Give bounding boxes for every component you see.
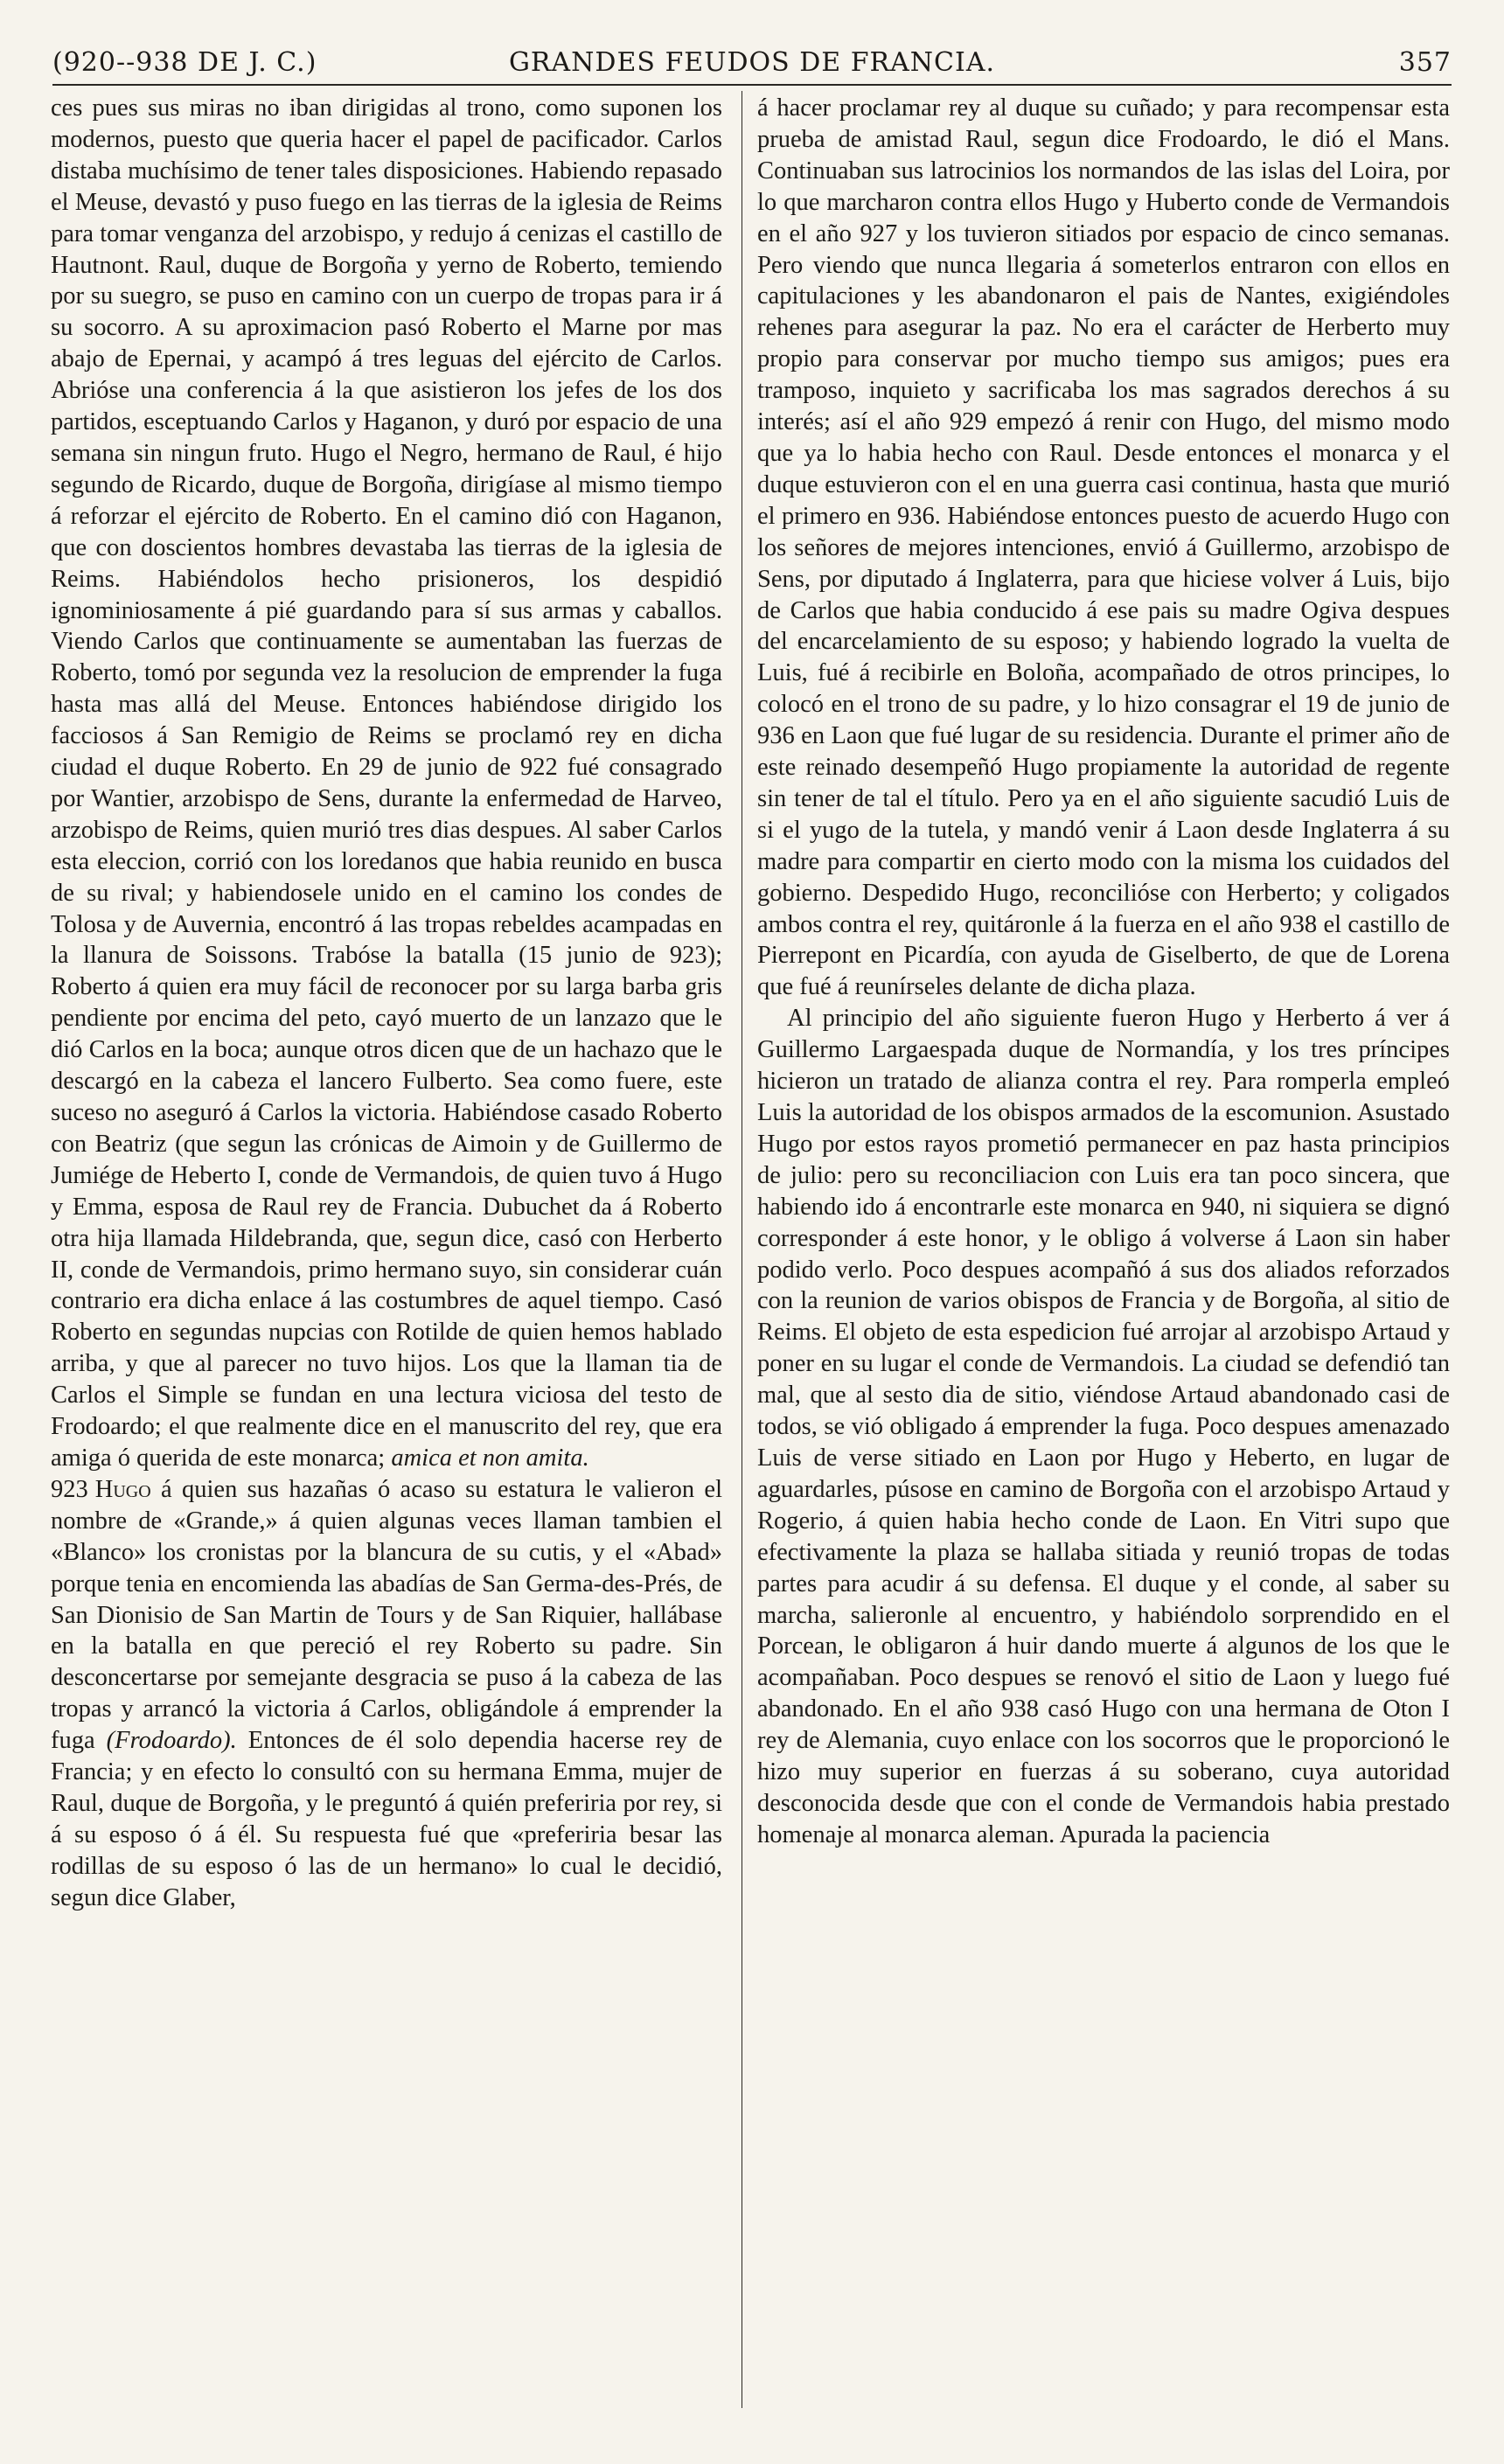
- left-paragraph-2-text-cont: Entonces de él solo dependia hacerse rey de Francia; y en efecto lo consultó con su hermana Emma, mujer de Raul, duque de Borgoña, y le preguntó á quién preferiria por rey, si á su esposo ó á él. Su respuesta fué que «preferiria besar las rodillas de su esposo ó las de un hermano» lo cual le decidió, segun dice Glaber,: [51, 1727, 722, 1911]
- right-column: [757, 93, 1450, 1851]
- right-paragraph-2: Al principio del año siguiente fueron Hugo y Herberto á ver á Guillermo Largaespada duque de Normandía, y los tres príncipes hicieron un tratado de alianza contra el rey. Para romperla empleó Luis la autoridad de los obispos armados de la escomunion. Asustado Hugo por estos rayos prometió permanecer en paz hasta principios de julio: pero su reconciliacion con Luis era tan poco sincera, que habiendo ido á encontrarle este monarca en 940, ni siquiera se dignó corresponder á este honor, y le obligo á volverse á Laon sin haber podido verlo. Poco despues acompañó á sus dos aliados reforzados con la reunion de varios obispos de Francia y de Borgoña, al sitio de Reims. El objeto de esta espedicion fué arrojar al arzobispo Artaud y poner en su lugar el conde de Vermandois. La ciudad se defendió tan mal, que al sesto dia de sitio, viéndose Artaud abandonado casi de todos, se vió obligado á emprender la fuga. Poco despues amenazado Luis de verse sitiado en Laon por Hugo y Heberto, en lugar de aguardarles, púsose en camino de Borgoña con el arzobispo Artaud y Rogerio, á quien habia hecho conde de Laon. En Vitri supo que efectivamente la plaza se hallaba sitiada y reunió tropas de todas partes para acudir á su defensa. El duque y el conde, al saber su marcha, salieronle al encuentro, y habiéndolo sorprendido en el Porcean, le obligaron á huir dando muerte á algunos de los que le acompañaban. Poco despues se renovó el sitio de Laon y luego fué abandonado. En el año 938 casó Hugo con una hermana de Oton I rey de Alemania, cuyo enlace con los socorros que le proporcionó le hizo muy superior en fuerzas á su soberano, cuya autoridad desconocida desde que con el conde de Vermandois habia prestado homenaje al monarca aleman. Apurada la paciencia: [757, 1005, 1450, 1848]
- citation: (Frodoardo).: [106, 1727, 237, 1755]
- latin-quote: amica et non amita.: [391, 1444, 589, 1472]
- header-date-range: (920--938 DE J. C.): [52, 47, 317, 78]
- left-paragraph-2-text: á quien sus hazañas ó acaso su estatura le valieron el nombre de «Grande,» á quien algunas veces llaman tambien el «Blanco» los cronistas por la blancura de su cutis, y el «Abad» porque tenia en encomienda las abadías de San Germa-des-Prés, de San Dionisio de San Martin de Tours y de San Riquier, hallábase en la batalla en que pereció el rey Roberto su padre. Sin desconcertarse por semejante desgracia se puso á la cabeza de las tropas y arrancó la victoria á Carlos, obligándole á emprender la fuga: [51, 1475, 722, 1755]
- left-paragraph-1-text: ces pues sus miras no iban dirigidas al trono, como suponen los modernos, puesto que queria hacer el papel de pacificador. Carlos distaba muchísimo de tener tales disposiciones. Habiendo repasado el Meuse, devastó y puso fuego en las tierras de la iglesia de Reims para tomar venganza del arzobispo, y redujo á cenizas el castillo de Hautnont. Raul, duque de Borgoña y yerno de Roberto, temiendo por su suegro, se puso en camino con un cuerpo de tropas para ir á su socorro. A su aproximacion pasó Roberto el Marne por mas abajo de Epernai, y acampó á tres leguas del ejército de Carlos. Abrióse una conferencia á la que asistieron los jefes de los dos partidos, esceptuando Carlos y Haganon, y duró por espacio de una semana sin ningun fruto. Hugo el Negro, hermano de Raul, é hijo segundo de Ricardo, duque de Borgoña, dirigíase al mismo tiempo á reforzar el ejército de Roberto. En el camino dió con Haganon, que con doscientos hombres devastaba las tierras de la iglesia de Reims. Habiéndolos hecho prisioneros, los despidió ignominiosamente á pié guardando para sí sus armas y caballos. Viendo Carlos que continuamente se aumentaban las fuerzas de Roberto, tomó por segunda vez la resolucion de emprender la fuga hasta mas allá del Meuse. Entonces habiéndose dirigido los facciosos á San Remigio de Reims se proclamó rey en dicha ciudad el duque Roberto. En 29 de junio de 922 fué consagrado por Wantier, arzobispo de Sens, durante la enfermedad de Harveo, arzobispo de Reims, quien murió tres dias despues. Al saber Carlos esta eleccion, corrió con los loredanos que habia reunido en busca de su rival; y habiendosele unido en el camino los condes de Tolosa y de Auvernia, encontró á las tropas rebeldes acampadas en la llanura de Soissons. Trabóse la batalla (15 junio de 923); Roberto á quien era muy fácil de reconocer por su larga barba gris pendiente por encima del peto, cayó muerto de un lanzazo que le dió Carlos en la boca; aunque otros dicen que de un hachazo que le descargó en la cabeza el lancero Fulberto. Sea como fuere, este suceso no aseguró á Carlos la victoria. Habiéndose casado Roberto con Beatriz (que segun las crónicas de Aimoin y de Guillermo de Jumiége de Heberto I, conde de Vermandois, de quien tuvo á Hugo y Emma, esposa de Raul rey de Francia. Dubuchet da á Roberto otra hija llamada Hildebranda, que, segun dice, casó con Herberto II, conde de Vermandois, primo hermano suyo, sin considerar cuán contrario era dicha enlace á las costumbres de aquel tiempo. Casó Roberto en segundas nupcias con Rotilde de quien hemos hablado arriba, y que al parecer no tuvo hijos. Los que la llaman tia de Carlos el Simple se fundan en una lectura viciosa del testo de Frodoardo; el que realmente dice en el manuscrito del rey, que era amiga ó querida de este monarca;: [51, 94, 722, 1472]
- page-number: 357: [1398, 47, 1452, 78]
- left-paragraph-2: [51, 1474, 722, 1914]
- left-column: [51, 93, 722, 1914]
- left-paragraph-1: [51, 93, 722, 1474]
- entry-name: Hugo: [94, 1475, 151, 1503]
- header-title: GRANDES FEUDOS DE FRANCIA.: [508, 47, 996, 78]
- right-paragraph-1: á hacer proclamar rey al duque su cuñado; y para recompensar esta prueba de amistad Raul, segun dice Frodoardo, le dió el Mans. Continuaban sus latrocinios los normandos de las islas del Loira, por lo que marcharon contra ellos Hugo y Huberto conde de Vermandois en el año 927 y los tuvieron sitiados por espacio de cinco semanas. Pero viendo que nunca llegaria á someterlos entraron con ellos en capitulaciones y les abandonaron el pais de Nantes, exigiéndoles rehenes para asegurar la paz. No era el carácter de Herberto muy propio para conservar por mucho tiempo sus amigos; pues era tramposo, inquieto y sacrificaba los mas sagrados derechos á su interés; así el año 929 empezó á renir con Hugo, del mismo modo que ya lo habia hecho con Raul. Desde entonces el monarca y el duque estuvieron con el en una guerra casi continua, hasta que murió el primero en 936. Habiéndose entonces puesto de acuerdo Hugo con los señores de mejores intenciones, envió á Guillermo, arzobispo de Sens, por diputado á Inglaterra, para que hiciese volver á Luis, bijo de Carlos que habia conducido á ese pais su madre Ogiva despues del encarcelamiento de su esposo; y habiendo logrado la vuelta de Luis, fué á recibirle en Boloña, acompañado de otros principes, lo colocó en el trono de su padre, y lo hizo consagrar el 19 de junio de 936 en Laon que fué lugar de su residencia. Durante el primer año de este reinado desempeñó Hugo propiamente la autoridad de regente sin tener de tal el título. Pero ya en el año siguiente sacudió Luis de si el yugo de la tutela, y mandó venir á Laon desde Inglaterra á su madre para compartir en cierto modo con la misma los cuidados del gobierno. Despedido Hugo, reconcilióse con Herberto; y coligados ambos contra el rey, quitáronle á la fuerza en el año 938 el castillo de Pierrepont en Picardía, con ayuda de Giselberto, de que de Lorena que fué á reunírseles delante de dicha plaza.: [757, 94, 1450, 1001]
- entry-year: 923: [51, 1475, 88, 1503]
- running-header: [52, 40, 1452, 86]
